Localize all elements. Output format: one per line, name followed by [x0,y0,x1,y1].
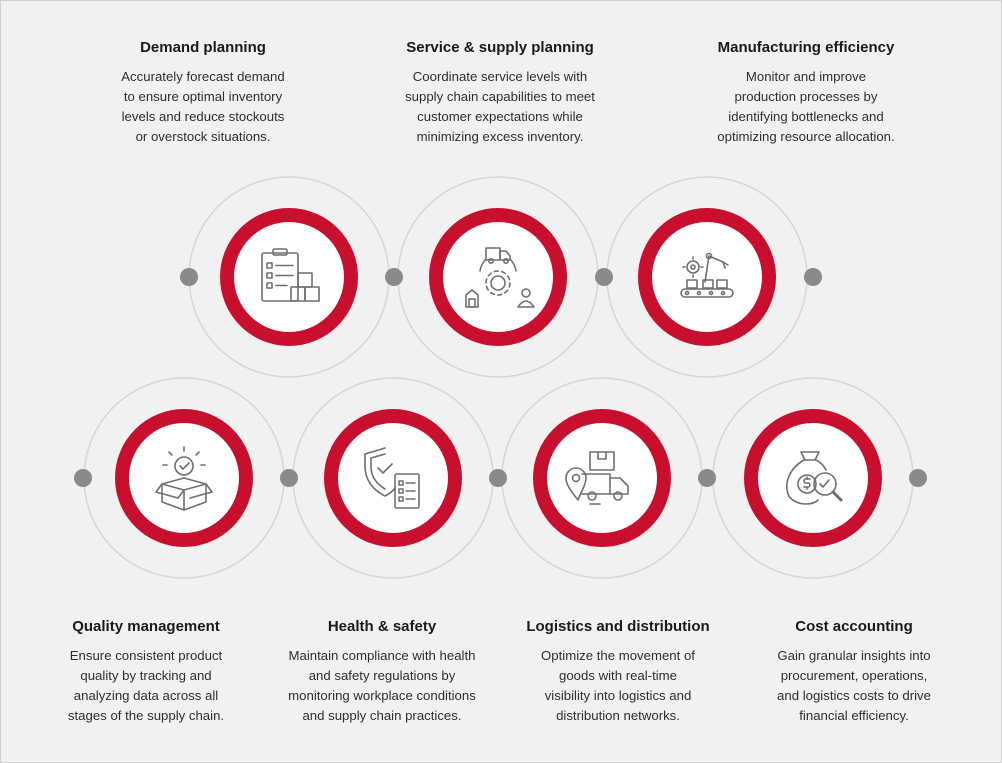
connector-dot [909,469,927,487]
block-description: Ensure consistent product quality by tracking and analyzing data across all stages of the supply chain. [67,648,225,723]
block-manufacturing-efficiency [686,39,926,147]
node-health-safety [293,378,493,578]
block-title: Quality management [72,618,220,635]
connector-dot [804,268,822,286]
connector-dot [180,268,198,286]
block-title: Health & safety [327,618,437,635]
block-description: Monitor and improve production processes by identifying bottlenecks and optimizing resource allocation. [717,69,895,144]
node-manufacturing-efficiency [607,177,807,377]
connector-dot [385,268,403,286]
connector-dot [489,469,507,487]
block-description: Optimize the movement of goods with real-time visibility into logistics and distribution networks. [541,648,695,723]
node-service-supply-planning [398,177,598,377]
connector-dot [698,469,716,487]
block-title: Logistics and distribution [526,618,710,635]
block-description: Accurately forecast demand to ensure optimal inventory levels and reduce stockouts or overstock situations. [121,69,285,144]
block-demand-planning [83,39,323,147]
block-cost-accounting [734,618,974,726]
block-title: Cost accounting [795,618,913,635]
node-logistics-distribution [502,378,702,578]
block-description: Gain granular insights into procurement, operations, and logistics costs to drive financial efficiency. [777,648,931,723]
block-description: Coordinate service levels with supply chain capabilities to meet customer expectations while minimizing excess inventory. [405,69,595,144]
connector-dot [280,469,298,487]
connector-dot [595,268,613,286]
block-description: Maintain compliance with health and safety regulations by monitoring workplace conditions and supply chain practices. [288,648,476,723]
block-title: Demand planning [140,39,266,56]
block-service-supply-planning [380,39,620,147]
block-logistics-distribution [498,618,738,726]
block-title: Manufacturing efficiency [717,39,895,56]
block-health-safety [262,618,502,726]
block-title: Service & supply planning [406,39,594,56]
connector-dot [74,469,92,487]
node-quality-management [84,378,284,578]
node-demand-planning [189,177,389,377]
node-cost-accounting [713,378,913,578]
block-quality-management [26,618,266,726]
